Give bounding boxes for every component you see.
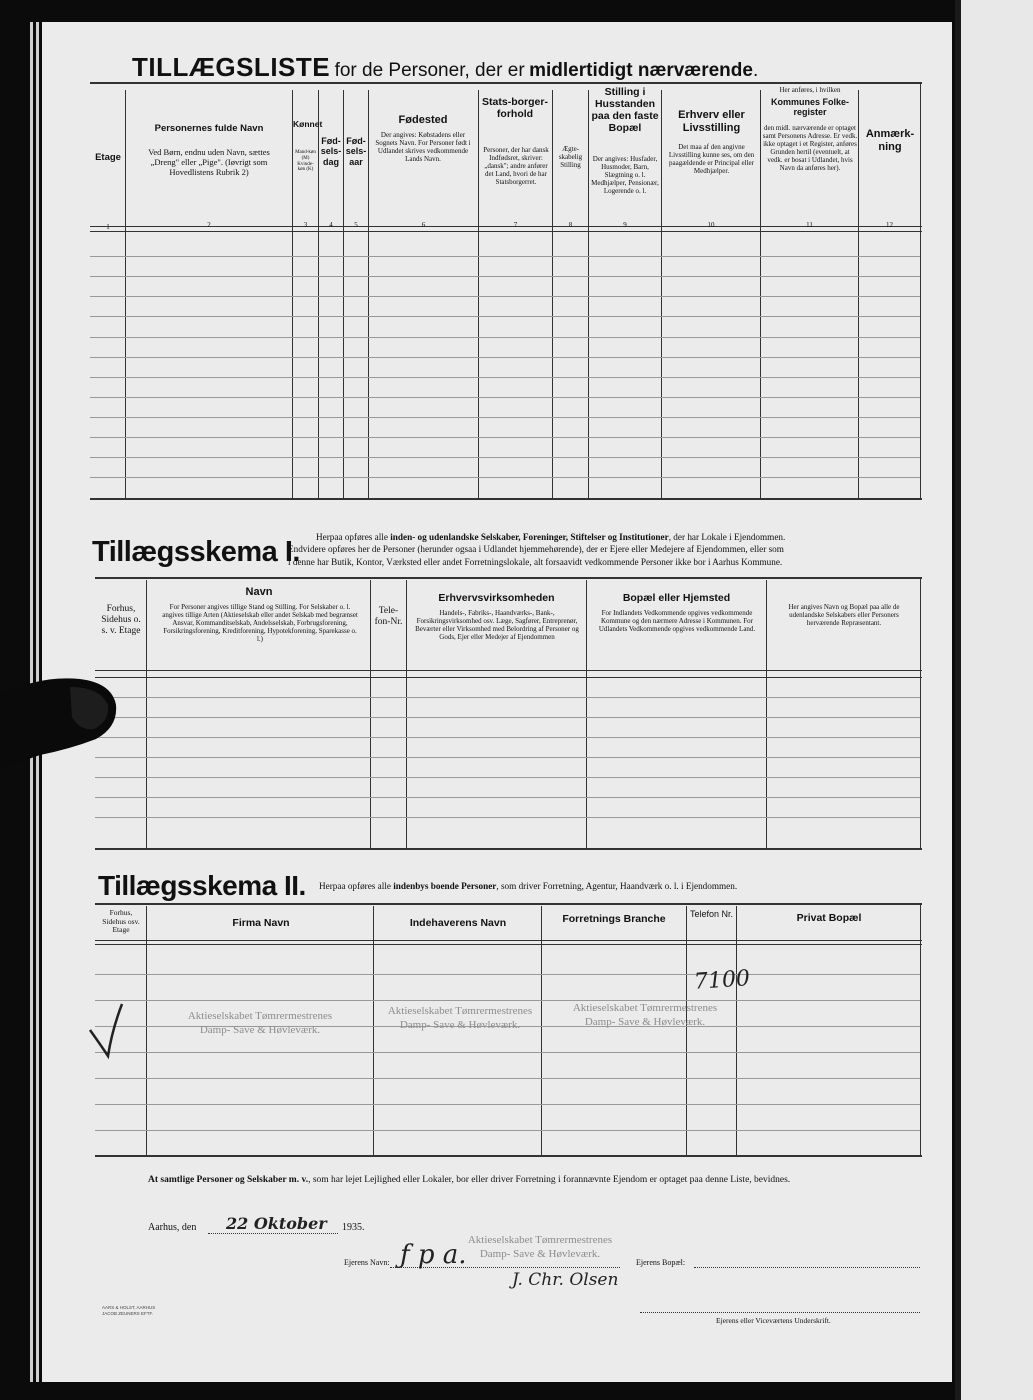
s2-head-branche: Forretnings Branche xyxy=(562,913,666,925)
row-rule xyxy=(90,337,920,338)
table-border xyxy=(95,1155,922,1157)
table-header-line xyxy=(95,677,922,678)
col-note-register: den midl. nærværende er optaget samt Personens Adresse. Er vedk. ikke optaget i et Register, anføres Grunden hertil (eventuelt, at vedk. er bosat i Udlandet, hvis Navn da anføres her). xyxy=(762,124,858,173)
date-handwritten: 22 Oktober xyxy=(226,1214,327,1233)
row-rule xyxy=(90,357,920,358)
s1-note-erhverv: Handels-, Fabriks-, Haandværks-, Bank-, Forsikringsvirksomhed osv. Læge, Sagfører, Entreprenør, Beværter eller Virksomhed med Belordring af Personer og Gods, Ejer eller Medejer af Ejendommen xyxy=(415,609,579,642)
col-note-statsborger: Personer, der har dansk Indfødsret, skriver: „dansk"; andre anfører det Land, hvori de har Statsborgerret. xyxy=(483,146,549,187)
s2-head-firma: Firma Navn xyxy=(232,917,290,929)
row-rule xyxy=(95,757,920,758)
printer-imprint xyxy=(102,1305,155,1317)
s2-head-etage: Forhus, Sidehus osv. Etage xyxy=(102,908,140,935)
book-gutter xyxy=(955,0,961,1400)
col-head-register: Kommunes Folke-register xyxy=(770,97,849,118)
schema1-intro-text: Herpaa opføres alle xyxy=(316,532,388,542)
col-note-fodested: Der angives: Købstadens eller Sognets Navn. For Personer født i Udlandet skrives vedkommende Lands Navn. xyxy=(375,131,471,164)
col-head-navn: Personernes fulde Navn xyxy=(154,123,264,134)
row-rule xyxy=(95,717,920,718)
col-sep xyxy=(406,580,407,848)
schema1-intro-line: Endvidere opføres her de Personer (herunder ogsaa i Udlandet hjemmehørende), der er Ejere eller Medejere af Ejendommen, eller som xyxy=(288,544,784,555)
place-label: Aarhus, den xyxy=(148,1222,197,1233)
stamp-line: Damp- Save & Høvleværk. xyxy=(479,1247,601,1260)
stamp-branche xyxy=(545,1002,745,1030)
schema2-intro-text: Herpaa opføres alle xyxy=(319,881,391,891)
col-sep xyxy=(586,580,587,848)
col-head-fodselsdag: Fød-sels-dag xyxy=(320,136,342,167)
declaration xyxy=(148,1175,790,1185)
col-head-kon: Kønnet xyxy=(293,119,323,129)
col-number: 11 xyxy=(806,221,813,229)
owner-handwritten: ƒ p a. xyxy=(400,1240,467,1270)
col-number: 10 xyxy=(707,221,715,229)
row-rule xyxy=(95,974,920,975)
table-header-line xyxy=(95,670,922,671)
col-sep xyxy=(686,906,687,1155)
table-border xyxy=(920,577,921,849)
schema1-intro-text: , der har Lokale i Ejendommen. xyxy=(668,532,786,542)
col-note-top-register: Her anføres, i hvilken xyxy=(779,86,841,94)
bopael-label: Ejerens Bopæl: xyxy=(636,1258,686,1267)
bopael-line xyxy=(694,1267,920,1268)
schema1-intro-bold: inden- og udenlandske Selskaber, Foreninger, Stiftelser og Institutioner xyxy=(390,532,669,542)
col-sep xyxy=(373,906,374,1155)
row-rule xyxy=(95,697,920,698)
col-head-fodselsaar: Fød-sels-aar xyxy=(345,136,367,167)
stamp-line: Aktieselskabet Tømrermestrenes xyxy=(467,1234,613,1246)
table-border xyxy=(920,82,921,499)
row-rule xyxy=(95,817,920,818)
row-rule xyxy=(90,417,920,418)
s1-note-navn: For Personer angives tillige Stand og Stilling. For Selskaber o. l. angives tillige Arten (Aktieselskab eller andet Selskab med begrænset Ansvar, Kommanditselskab, Andelsselskab, Forbrugsforening, Forsikringsforening, Kreditforening, Hypotekforening, Sparekasse o. l.) xyxy=(162,603,358,644)
row-rule xyxy=(95,777,920,778)
col-head-etage: Etage xyxy=(95,152,121,163)
schema1-intro xyxy=(288,531,926,568)
col-head-erhverv: Erhverv eller Livsstilling xyxy=(678,109,745,134)
schema2-intro xyxy=(319,881,737,891)
stamp-firma xyxy=(165,1010,355,1038)
row-rule xyxy=(90,437,920,438)
s1-head-etage: Forhus, Sidehus o. s. v. Etage xyxy=(101,604,141,636)
row-rule xyxy=(90,377,920,378)
col-sep xyxy=(736,906,737,1155)
finger-photo-artifact xyxy=(0,665,120,775)
printer-line: AARS & HOLST, AARHUS xyxy=(102,1305,156,1310)
col-number: 6 xyxy=(421,221,426,229)
col-number: 8 xyxy=(568,221,573,229)
s2-head-telefon: Telefon Nr. xyxy=(689,909,734,919)
col-head-fodested: Fødested xyxy=(398,114,448,126)
col-number: 7 xyxy=(513,221,518,229)
col-number: 2 xyxy=(207,221,211,229)
table-border xyxy=(95,577,922,579)
date-line xyxy=(208,1233,338,1234)
owner-label: Ejerens Navn: xyxy=(344,1258,390,1267)
col-head-aegteskab: Ægte-skabelig Stilling xyxy=(558,145,583,170)
next-page-edge xyxy=(958,0,1033,1400)
col-sep xyxy=(766,580,767,848)
col-number: 9 xyxy=(623,221,627,229)
page-title xyxy=(132,52,758,83)
row-rule xyxy=(95,1104,920,1105)
table-header-line xyxy=(95,944,922,945)
s1-head-navn: Navn xyxy=(245,586,273,598)
title-text: for de Personer, der er xyxy=(334,60,525,81)
year: 1935. xyxy=(342,1222,365,1233)
stamp-line: Aktieselskabet Tømrermestrenes xyxy=(187,1010,333,1022)
col-number: 4 xyxy=(329,221,333,229)
row-rule xyxy=(90,256,920,257)
owner-stamp xyxy=(440,1234,640,1262)
declaration-bold: At samtlige Personer og Selskaber m. v. xyxy=(148,1175,309,1185)
row-rule xyxy=(95,1000,920,1001)
schema2-title: Tillægsskema II. xyxy=(98,870,306,901)
telefon-number: 7100 xyxy=(693,966,751,995)
title-end: . xyxy=(752,60,759,81)
s1-note-repraesentant: Her angives Navn og Bopæl paa alle de udenlandske Selskabers eller Personers herværende Repræsentant. xyxy=(788,603,900,628)
row-rule xyxy=(90,296,920,297)
table-header-line xyxy=(95,940,922,941)
check-mark-icon xyxy=(86,1000,126,1060)
col-sep xyxy=(541,906,542,1155)
signature-line xyxy=(640,1312,920,1313)
s2-head-indehaver: Indehaverens Navn xyxy=(409,917,507,929)
s1-head-bopael: Bopæl eller Hjemsted xyxy=(622,592,731,604)
table-border xyxy=(90,82,922,84)
signature-caption: Ejerens eller Viceværtens Underskrift. xyxy=(716,1316,831,1325)
row-rule xyxy=(95,1078,920,1079)
col-head-statsborger: Stats-borger-forhold xyxy=(482,96,548,121)
s2-head-bopael: Privat Bopæl xyxy=(796,912,862,924)
row-rule xyxy=(95,737,920,738)
stamp-line: Damp- Save & Høvleværk. xyxy=(399,1018,521,1031)
col-note-erhverv: Det maa af den angivne Livsstilling kunne ses, om den paagældende er Principal eller Medhjælper. xyxy=(668,143,755,176)
s1-note-bopael: For Indlandets Vedkommende opgives vedkommende Kommune og den nærmere Adresse i Kommunen. For Udlandets Vedkommende opgives vedkommende Land. xyxy=(598,609,756,634)
stamp-line: Damp- Save & Høvleværk. xyxy=(199,1023,321,1036)
schema2-intro-bold: indenbys boende Personer xyxy=(393,881,497,891)
schema2-intro-text: , som driver Forretning, Agentur, Haandværk o. l. i Ejendommen. xyxy=(496,881,738,891)
table-border xyxy=(90,498,922,500)
title-bold: midlertidigt nærværende xyxy=(529,60,753,81)
stamp-line: Aktieselskabet Tømrermestrenes xyxy=(387,1005,533,1017)
table-border xyxy=(95,903,922,905)
col-sep xyxy=(146,580,147,848)
col-head-anmaerkning: Anmærk-ning xyxy=(865,128,915,153)
row-rule xyxy=(90,457,920,458)
col-note-navn: Ved Børn, endnu uden Navn, sættes „Dreng" eller „Pige". (Iøvrigt som Hovedlistens Rubrik 2) xyxy=(148,147,270,177)
col-number: 12 xyxy=(886,221,893,229)
table-border xyxy=(920,903,921,1156)
row-rule xyxy=(95,1052,920,1053)
col-note-kon: Mand-køn (M) Kvinde-køn (K) xyxy=(295,150,316,173)
row-rule xyxy=(90,316,920,317)
title-main: TILLÆGSLISTE xyxy=(132,52,331,82)
schema1-title: Tillægsskema I. xyxy=(92,536,300,568)
printer-line: JACOB ZEUNERS EFTF. xyxy=(102,1310,154,1316)
stamp-indehaver xyxy=(380,1005,540,1033)
stamp-line: Damp- Save & Høvleværk. xyxy=(584,1015,706,1028)
col-sep xyxy=(146,906,147,1155)
table-border xyxy=(95,848,922,850)
table-header-line xyxy=(90,231,922,232)
row-rule xyxy=(90,276,920,277)
col-head-stilling: Stilling i Husstanden paa den faste Bopæl xyxy=(591,86,659,135)
s1-head-erhverv: Erhvervsvirksomheden xyxy=(438,592,555,604)
row-rule xyxy=(90,477,920,478)
row-rule xyxy=(95,1130,920,1131)
s1-head-telefon: Tele-fon-Nr. xyxy=(374,606,403,627)
col-number: 5 xyxy=(354,221,358,229)
stamp-line: Aktieselskabet Tømrermestrenes xyxy=(572,1002,718,1014)
col-note-stilling: Der angives: Husfader, Husmoder, Barn, Slægtning o. l. Medhjælper, Pensionær, Logerende o. l. xyxy=(591,155,659,196)
row-rule xyxy=(95,797,920,798)
row-rule xyxy=(90,397,920,398)
col-number: 1 xyxy=(106,223,110,231)
owner-signature: J. Chr. Olsen xyxy=(512,1270,619,1290)
declaration-text: , som har lejet Lejlighed eller Lokaler, bor eller driver Forretning i forannævnte Ejendom er optaget paa denne Liste, bevidnes. xyxy=(308,1175,791,1185)
schema1-intro-line: i denne har Butik, Kontor, Værksted eller andet Forretningslokale, alt forsaavidt vedkommende Personer ikke bor i Aarhus Kommune. xyxy=(288,556,783,567)
col-number: 3 xyxy=(303,221,308,229)
